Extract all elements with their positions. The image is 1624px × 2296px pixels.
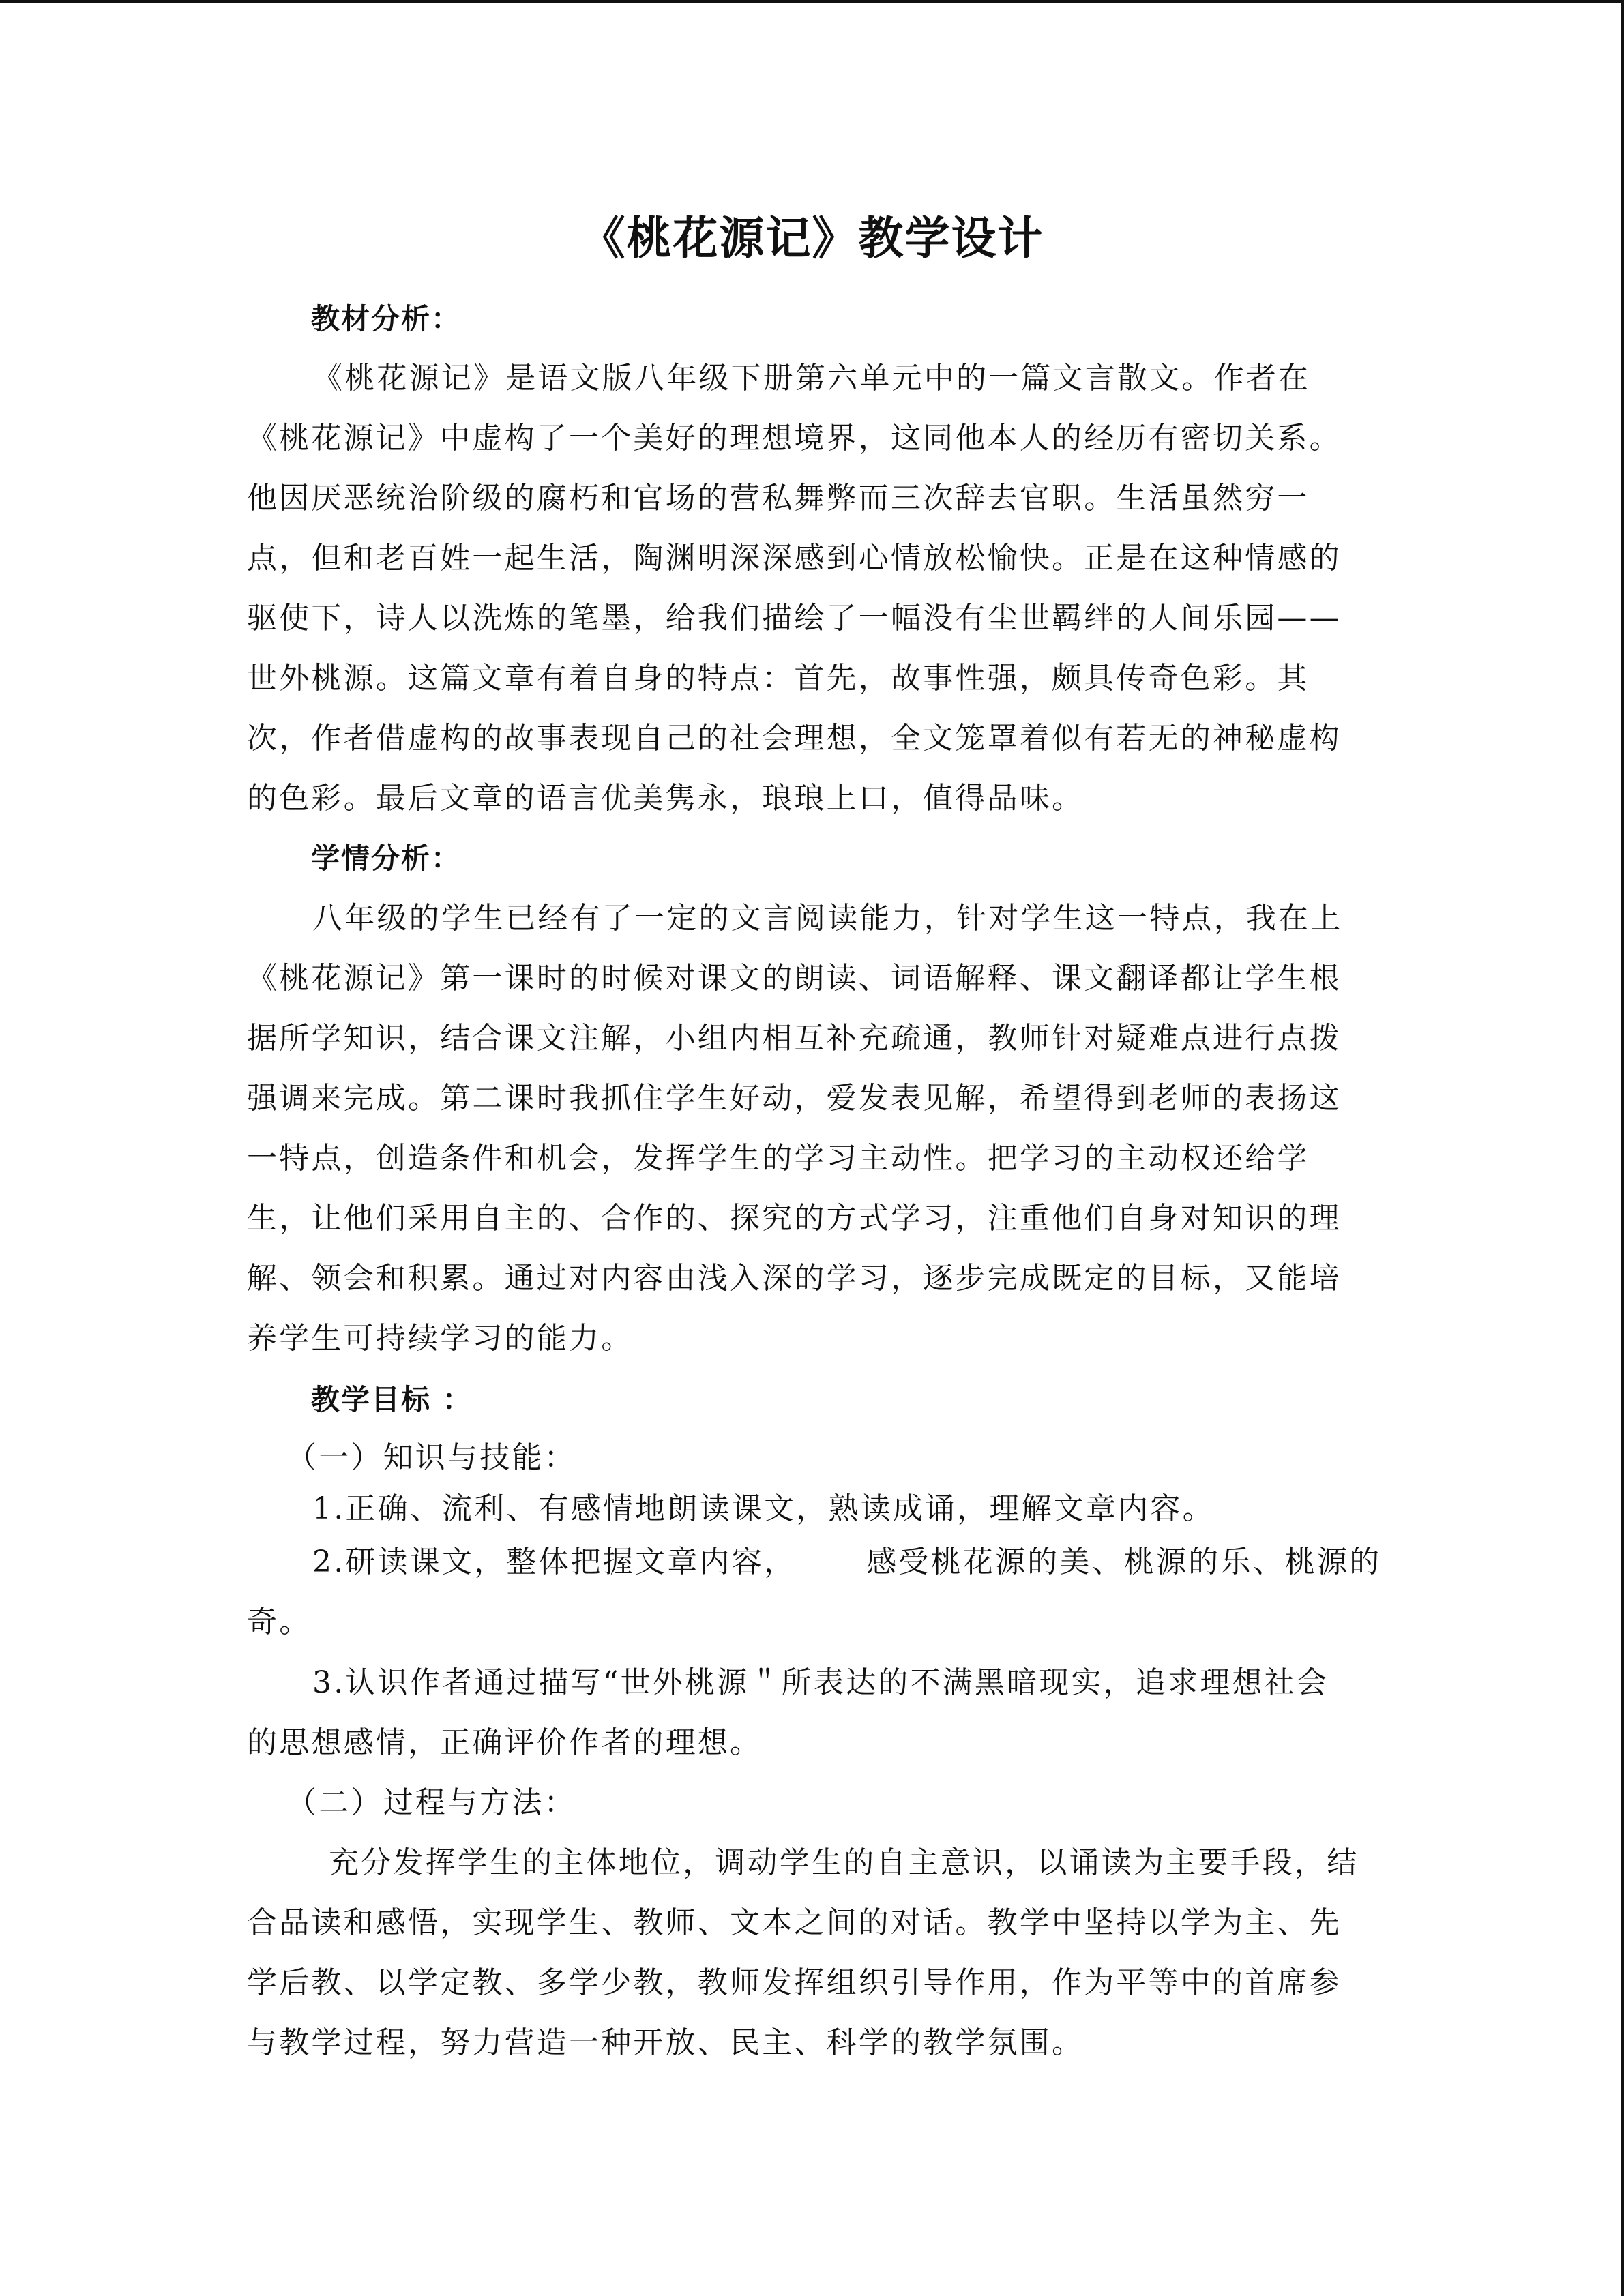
paragraph-line: 据所学知识，结合课文注解，小组内相互补充疏通，教师针对疑难点进行点拨 bbox=[247, 1021, 1342, 1056]
paragraph-line: 八年级的学生已经有了一定的文言阅读能力，针对学生这一特点，我在上 bbox=[312, 901, 1343, 936]
goal-item-3-continued: 的思想感情，正确评价作者的理想。 bbox=[247, 1725, 763, 1760]
paragraph-line: 充分发挥学生的主体地位，调动学生的自主意识，以诵读为主要手段，结 bbox=[329, 1845, 1359, 1880]
goal-item-2: 2.研读课文，整体把握文章内容， 感受桃花源的美、桃源的乐、桃源的 bbox=[312, 1545, 1382, 1579]
paragraph-line: 生，让他们采用自主的、合作的、探究的方式学习，注重他们自身对知识的理 bbox=[247, 1201, 1342, 1236]
paragraph-line: 《桃花源记》中虚构了一个美好的理想境界，这同他本人的经历有密切关系。 bbox=[247, 421, 1342, 456]
paragraph-line: 《桃花源记》是语文版八年级下册第六单元中的一篇文言散文。作者在 bbox=[312, 361, 1311, 396]
paragraph-line: 的色彩。最后文章的语言优美隽永，琅琅上口，值得品味。 bbox=[247, 781, 1084, 816]
subheading-process-methods: （二）过程与方法： bbox=[286, 1785, 576, 1820]
paragraph-line: 世外桃源。这篇文章有着自身的特点：首先，故事性强，颇具传奇色彩。其 bbox=[247, 661, 1310, 696]
paragraph-line: 合品读和感悟，实现学生、教师、文本之间的对话。教学中坚持以学为主、先 bbox=[247, 1905, 1342, 1940]
paragraph-line: 他因厌恶统治阶级的腐朽和官场的营私舞弊而三次辞去官职。生活虽然穷一 bbox=[247, 481, 1310, 516]
subheading-knowledge-skills: （一）知识与技能： bbox=[286, 1440, 576, 1475]
goal-item-2-continued: 奇。 bbox=[247, 1605, 312, 1639]
paragraph-line: 一特点，创造条件和机会，发挥学生的学习主动性。把学习的主动权还给学 bbox=[247, 1141, 1310, 1176]
paragraph-line: 次，作者借虚构的故事表现自己的社会理想，全文笼罩着似有若无的神秘虚构 bbox=[247, 721, 1342, 756]
section-heading-student-analysis: 学情分析： bbox=[311, 841, 462, 875]
paragraph-line: 强调来完成。第二课时我抓住学生好动，爱发表见解，希望得到老师的表扬这 bbox=[247, 1081, 1342, 1116]
goal-item-3: 3.认识作者通过描写“世外桃源＂所表达的不满黑暗现实，追求理想社会 bbox=[312, 1665, 1329, 1700]
paragraph-line: 驱使下，诗人以洗炼的笔墨，给我们描绘了一幅没有尘世羁绊的人间乐园—— bbox=[247, 601, 1342, 636]
paragraph-line: 解、领会和积累。通过对内容由浅入深的学习，逐步完成既定的目标，又能培 bbox=[247, 1261, 1342, 1296]
paragraph-line: 养学生可持续学习的能力。 bbox=[247, 1321, 634, 1356]
paragraph-line: 学后教、以学定教、多学少教，教师发挥组织引导作用，作为平等中的首席参 bbox=[247, 1965, 1342, 2000]
document-title: 《桃花源记》教学设计 bbox=[580, 212, 1044, 265]
paragraph-line: 点，但和老百姓一起生活，陶渊明深深感到心情放松愉快。正是在这种情感的 bbox=[247, 541, 1342, 576]
section-heading-material-analysis: 教材分析： bbox=[311, 302, 462, 336]
paragraph-line: 《桃花源记》第一课时的时候对课文的朗读、词语解释、课文翻译都让学生根 bbox=[247, 961, 1342, 996]
section-heading-teaching-goals: 教学目标 ： bbox=[311, 1383, 473, 1416]
goal-item-1: 1.正确、流利、有感情地朗读课文，熟读成诵，理解文章内容。 bbox=[312, 1491, 1215, 1526]
paragraph-line: 与教学过程，努力营造一种开放、民主、科学的教学氛围。 bbox=[247, 2025, 1084, 2060]
